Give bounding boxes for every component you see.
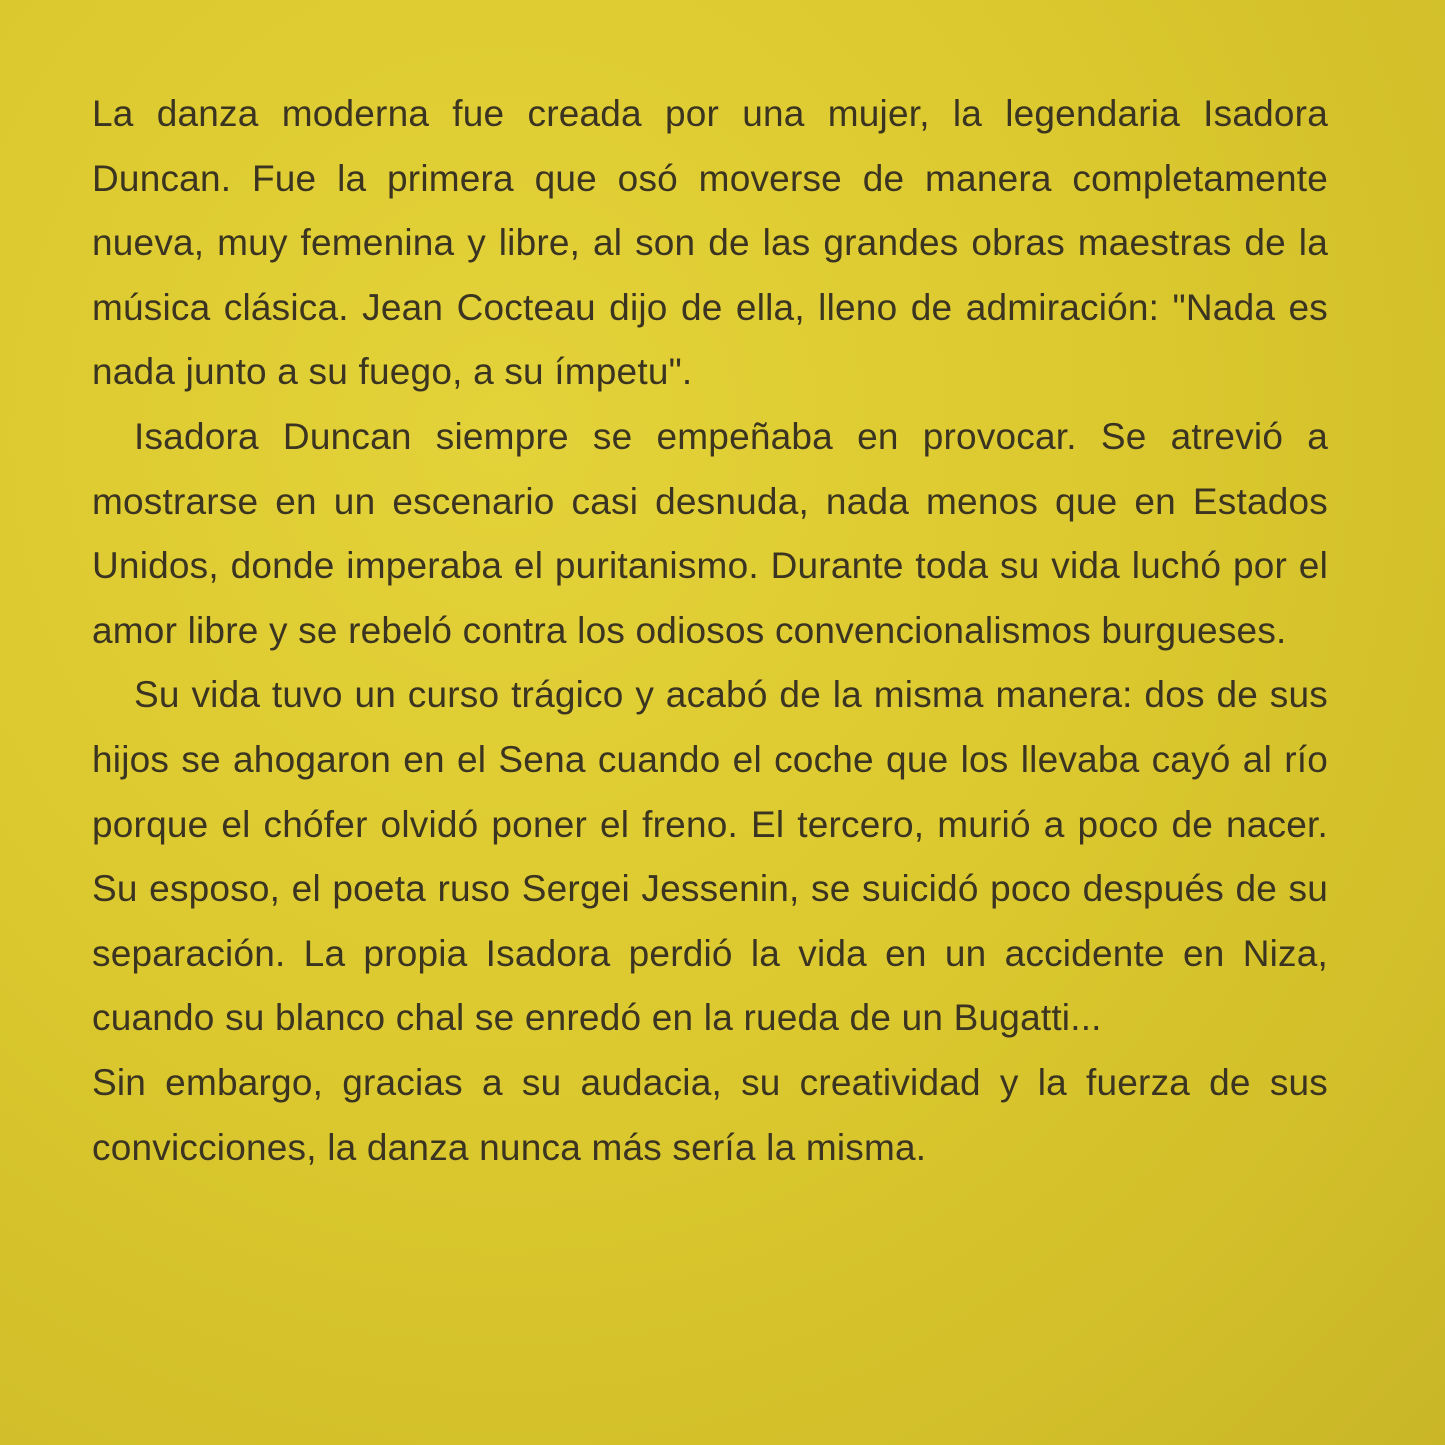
body-text — [92, 82, 1328, 1180]
paragraph-1: La danza moderna fue creada por una mujer, la legendaria Isadora Duncan. Fue la primera que osó moverse de manera completamente nueva, muy femenina y libre, al son de las grandes obras maestras de la música clásica. Jean Cocteau dijo de ella, lleno de admiración: "Nada es nada junto a su fuego, a su ímpetu". — [92, 93, 1328, 393]
paragraph-4: Sin embargo, gracias a su audacia, su creatividad y la fuerza de sus convicciones, la danza nunca más sería la misma. — [92, 1061, 1328, 1168]
paragraph-3: Su vida tuvo un curso trágico y acabó de la misma manera: dos de sus hijos se ahogaron en el Sena cuando el coche que los llevaba cayó al río porque el chófer olvidó poner el freno. El tercero, murió a poco de nacer. Su esposo, el poeta ruso Sergei Jessenin, se suicidó poco después de su separación. La propia Isadora perdió la vida en un accidente en Niza, cuando su blanco chal se enredó en la rueda de un Bugatti... — [92, 674, 1328, 1039]
paragraph-2: Isadora Duncan siempre se empeñaba en provocar. Se atrevió a mostrarse en un escenario casi desnuda, nada menos que en Estados Unidos, donde imperaba el puritanismo. Durante toda su vida luchó por el amor libre y se rebeló contra los odiosos convencionalismos burgueses. — [92, 415, 1328, 651]
